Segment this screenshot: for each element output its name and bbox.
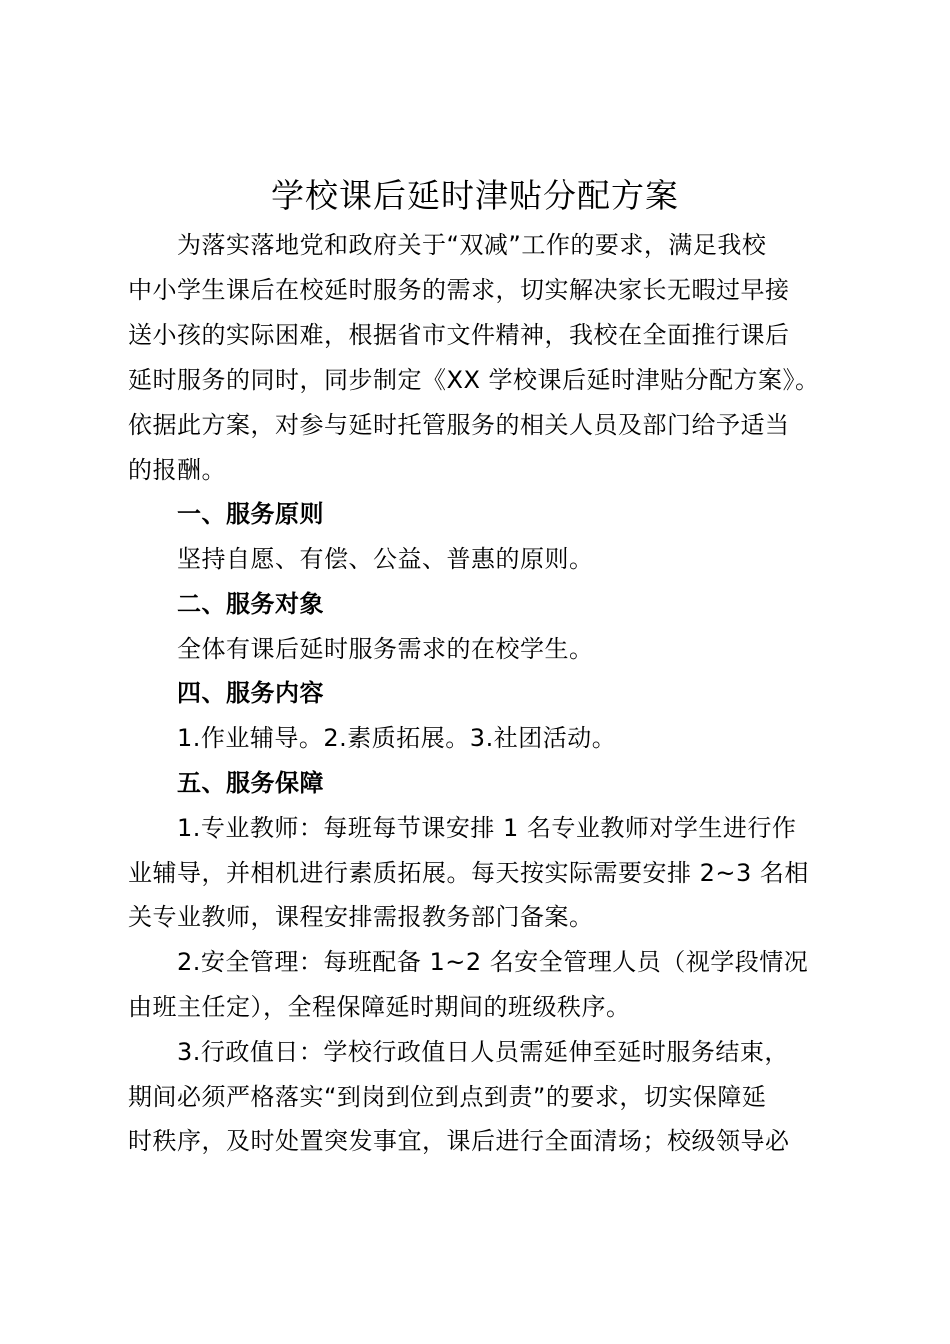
intro-line-3: 送小孩的实际困难，根据省市文件精神，我校在全面推行课后	[128, 321, 790, 349]
target-heading: 二、服务对象	[177, 590, 324, 618]
guarantee-item1-line-1: 1.专业教师：每班每节课安排 1 名专业教师对学生进行作	[177, 814, 797, 842]
intro-line-6: 的报酬。	[128, 456, 226, 484]
guarantee-heading: 五、服务保障	[177, 769, 324, 797]
guarantee-item2-line-1: 2.安全管理：每班配备 1~2 名安全管理人员（视学段情况	[177, 948, 809, 976]
content-text: 1.作业辅导。2.素质拓展。3.社团活动。	[177, 724, 617, 752]
content-heading: 四、服务内容	[177, 679, 324, 707]
guarantee-item1-line-3: 关专业教师，课程安排需报教务部门备案。	[128, 903, 594, 931]
guarantee-item3-line-3: 时秩序，及时处置突发事宜，课后进行全面清场；校级领导必	[128, 1127, 790, 1155]
principle-text: 坚持自愿、有偿、公益、普惠的原则。	[177, 545, 594, 573]
guarantee-item1-line-2: 业辅导，并相机进行素质拓展。每天按实际需要安排 2~3 名相	[128, 859, 809, 887]
intro-line-4: 延时服务的同时，同步制定《XX 学校课后延时津贴分配方案》。	[128, 366, 820, 394]
target-text: 全体有课后延时服务需求的在校学生。	[177, 635, 594, 663]
intro-line-1: 为落实落地党和政府关于“双减”工作的要求，满足我校	[177, 231, 767, 259]
intro-line-2: 中小学生课后在校延时服务的需求，切实解决家长无暇过早接	[128, 276, 790, 304]
guarantee-item3-line-2: 期间必须严格落实“到岗到位到点到责”的要求，切实保障延	[128, 1083, 767, 1111]
guarantee-item3-line-1: 3.行政值日：学校行政值日人员需延伸至延时服务结束，	[177, 1038, 789, 1066]
intro-line-5: 依据此方案，对参与延时托管服务的相关人员及部门给予适当	[128, 411, 790, 439]
guarantee-item2-line-2: 由班主任定），全程保障延时期间的班级秩序。	[128, 993, 631, 1021]
principle-heading: 一、服务原则	[177, 500, 324, 528]
document-title: 学校课后延时津贴分配方案	[271, 176, 679, 215]
